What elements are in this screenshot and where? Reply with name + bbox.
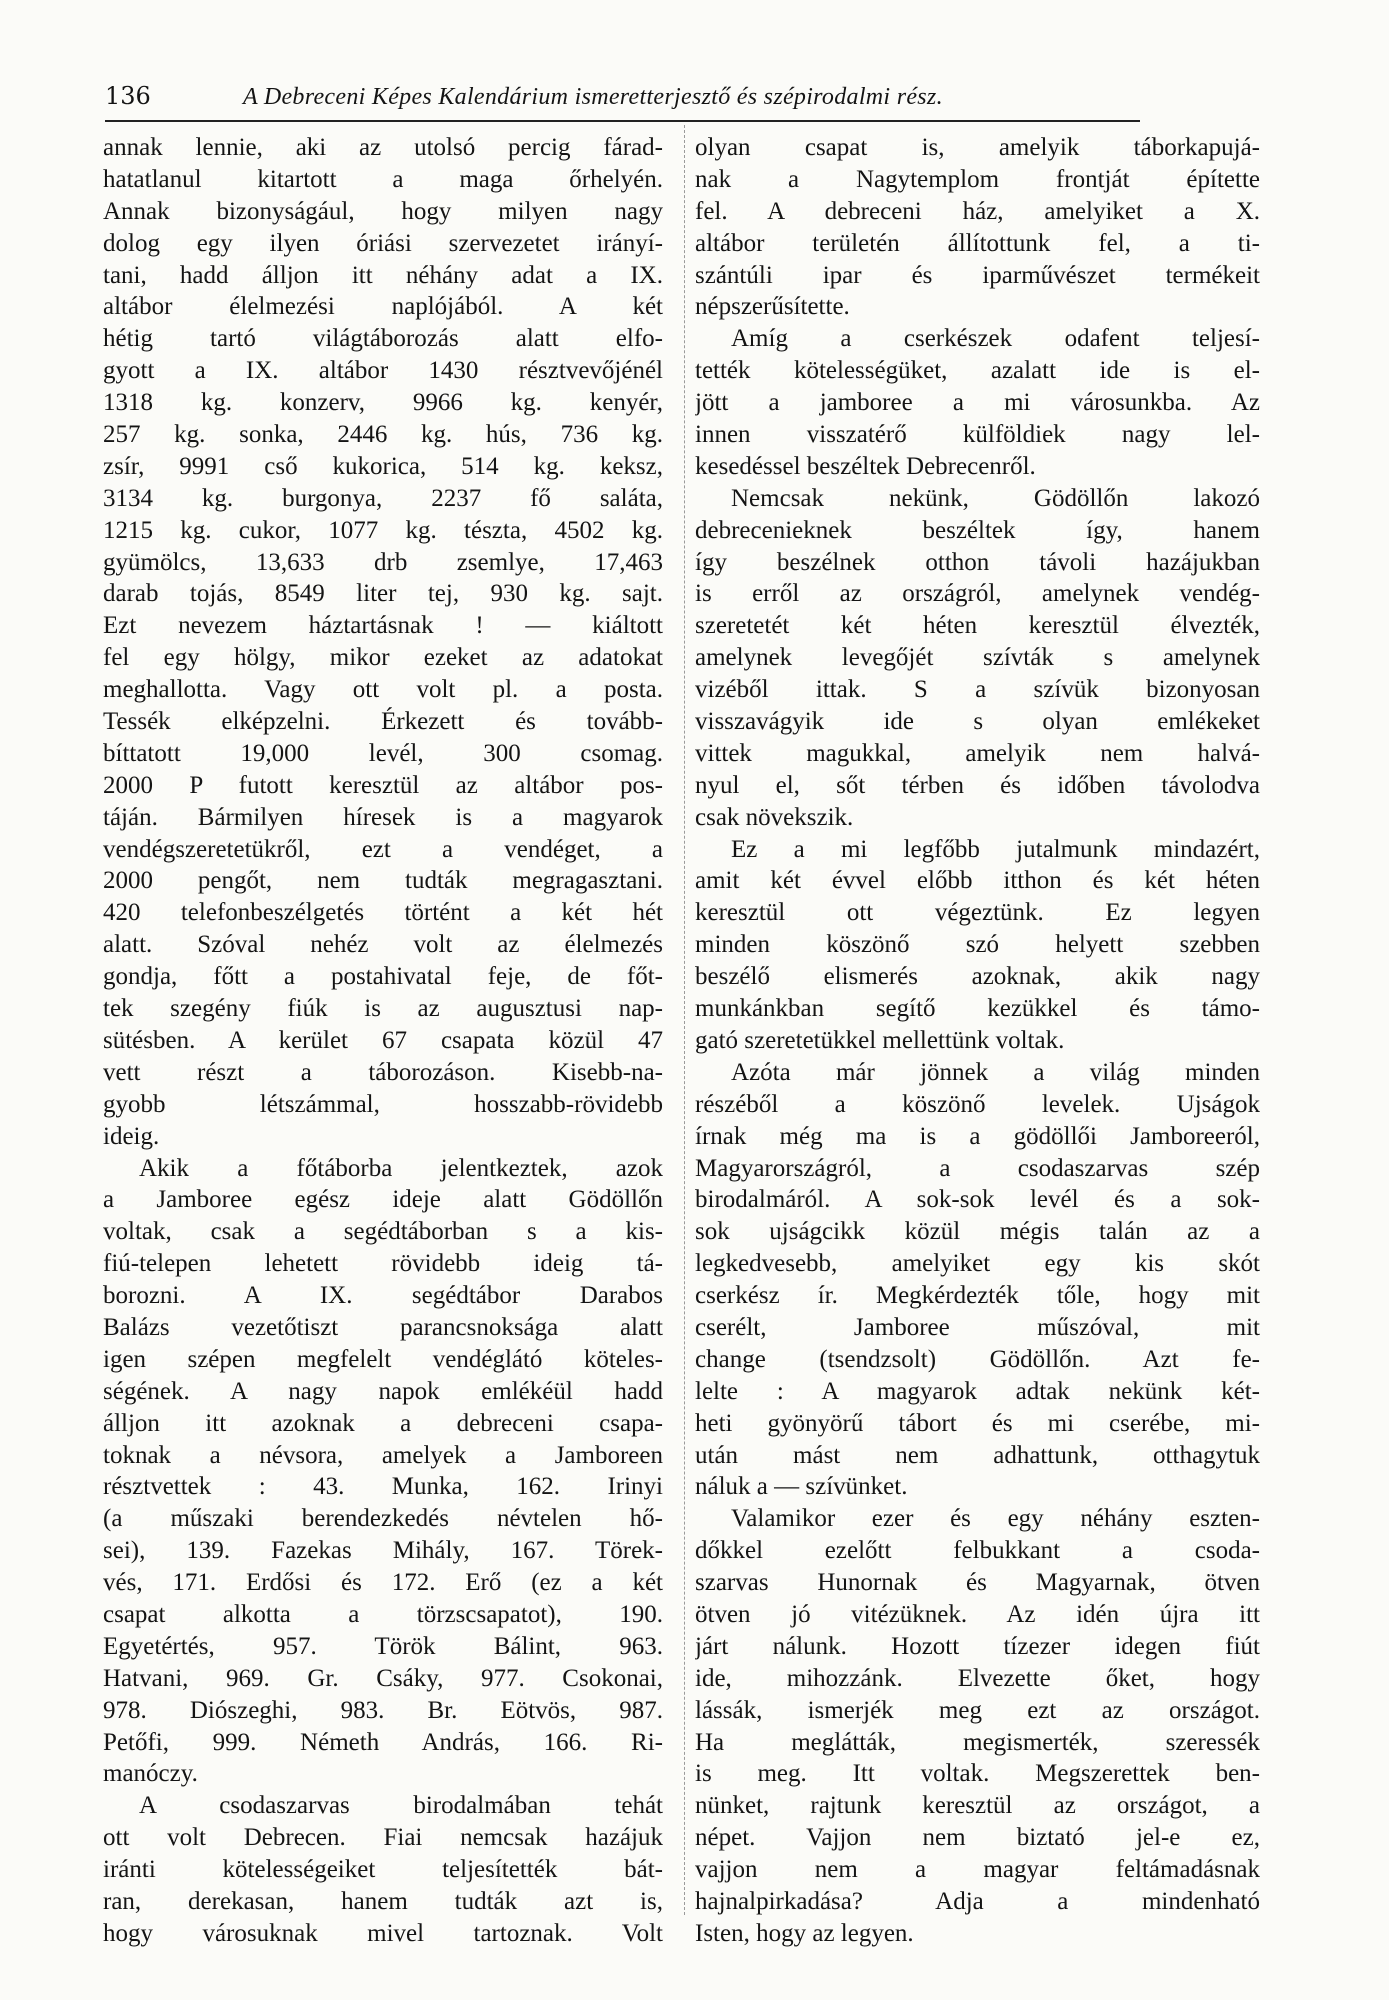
text-line: visszavágyik ide s olyan emlékeket xyxy=(695,708,1260,736)
text-line: csak növekszik. xyxy=(695,803,854,831)
text-line: heti gyönyörű tábort és mi cserébe, mi- xyxy=(695,1409,1260,1437)
text-line: vittek magukkal, amelyik nem halvá- xyxy=(695,739,1260,767)
text-line: 420 telefonbeszélgetés történt a két hét xyxy=(103,899,663,927)
text-line: csapat alkotta a törzscsapatot), 190. xyxy=(103,1600,663,1628)
text-line: gyobb létszámmal, hosszabb-rövidebb xyxy=(103,1090,663,1118)
text-line: Azóta már jönnek a világ minden xyxy=(731,1058,1260,1086)
text-line: minden köszönő szó helyett szebben xyxy=(695,931,1260,959)
text-line: Ez a mi legfőbb jutalmunk mindazért, xyxy=(731,835,1260,863)
running-header xyxy=(105,80,1140,122)
text-line: sütésben. A kerület 67 csapata közül 47 xyxy=(103,1026,663,1054)
text-line: 257 kg. sonka, 2446 kg. hús, 736 kg. xyxy=(103,421,663,449)
text-line: Nemcsak nekünk, Gödöllőn lakozó xyxy=(731,484,1260,512)
text-line: igen szépen megfelelt vendéglátó köteles- xyxy=(103,1345,663,1373)
text-line: Annak bizonyságául, hogy milyen nagy xyxy=(103,197,663,225)
text-line: náluk a — szívünket. xyxy=(695,1473,908,1501)
text-line: vajjon nem a magyar feltámadásnak xyxy=(695,1856,1260,1884)
text-line: kesedéssel beszéltek Debrecenről. xyxy=(695,452,1036,480)
text-line: sei), 139. Fazekas Mihály, 167. Törek- xyxy=(103,1537,663,1565)
text-line: hatatlanul kitartott a maga őrhelyén. xyxy=(103,165,663,193)
text-line: vés, 171. Erdősi és 172. Erő (ez a két xyxy=(103,1569,663,1597)
text-line: vett részt a táborozáson. Kisebb-na- xyxy=(103,1058,663,1086)
right-text-column xyxy=(695,132,1260,1950)
text-line: vendégszeretetükről, ezt a vendéget, a xyxy=(103,835,663,863)
text-line: álljon itt azoknak a debreceni csapa- xyxy=(103,1409,663,1437)
text-line: (a műszaki berendezkedés névtelen hő- xyxy=(103,1505,663,1533)
text-line: nak a Nagytemplom frontját építette xyxy=(695,165,1260,193)
text-line: 1215 kg. cukor, 1077 kg. tészta, 4502 kg. xyxy=(103,516,663,544)
text-line: manóczy. xyxy=(103,1760,198,1788)
text-line: meghallotta. Vagy ott volt pl. a posta. xyxy=(103,676,663,704)
text-line: hajnalpirkadása? Adja a mindenható xyxy=(695,1887,1260,1915)
text-line: debrecenieknek beszéltek így, hanem xyxy=(695,516,1260,544)
text-line: voltak, csak a segédtáborban s a kis- xyxy=(103,1218,663,1246)
text-line: népet. Vajjon nem biztató jel-e ez, xyxy=(695,1824,1260,1852)
text-line: darab tojás, 8549 liter tej, 930 kg. sajt. xyxy=(103,580,663,608)
text-line: altábor élelmezési naplójából. A két xyxy=(103,293,663,321)
text-line: A csodaszarvas birodalmában tehát xyxy=(139,1792,663,1820)
text-line: ségének. A nagy napok emlékéül hadd xyxy=(103,1377,663,1405)
text-line: nünket, rajtunk keresztül az országot, a xyxy=(695,1792,1260,1820)
text-line: zsír, 9991 cső kukorica, 514 kg. keksz, xyxy=(103,452,663,480)
text-line: keresztül ott végeztünk. Ez legyen xyxy=(695,899,1260,927)
text-line: is meg. Itt voltak. Megszerettek ben- xyxy=(695,1760,1260,1788)
text-line: Egyetértés, 957. Török Bálint, 963. xyxy=(103,1632,663,1660)
text-line: cserkész ír. Megkérdezték tőle, hogy mit xyxy=(695,1282,1260,1310)
text-line: Akik a főtáborba jelentkeztek, azok xyxy=(139,1154,663,1182)
text-line: alatt. Szóval nehéz volt az élelmezés xyxy=(103,931,663,959)
text-line: lelte : A magyarok adtak nekünk két- xyxy=(695,1377,1260,1405)
text-line: Hatvani, 969. Gr. Csáky, 977. Csokonai, xyxy=(103,1664,663,1692)
text-line: Amíg a cserkészek odafent teljesí- xyxy=(731,325,1260,353)
column-divider xyxy=(684,125,685,1915)
text-line: gyott a IX. altábor 1430 résztvevőjénél xyxy=(103,357,663,385)
text-line: fel. A debreceni ház, amelyiket a X. xyxy=(695,197,1260,225)
text-line: Ha meglátták, megismerték, szeressék xyxy=(695,1728,1260,1756)
text-line: ideig. xyxy=(103,1122,160,1150)
text-line: a Jamboree egész ideje alatt Gödöllőn xyxy=(103,1186,663,1214)
text-line: beszélő elismerés azoknak, akik nagy xyxy=(695,963,1260,991)
text-line: gató szeretetükkel mellettünk voltak. xyxy=(695,1026,1065,1054)
text-line: nyul el, sőt térben és időben távolodva xyxy=(695,771,1260,799)
text-line: ötven jó vitézüknek. Az idén újra itt xyxy=(695,1600,1260,1628)
text-line: sok ujságcikk közül mégis talán az a xyxy=(695,1218,1260,1246)
text-line: ide, mihozzánk. Elvezette őket, hogy xyxy=(695,1664,1260,1692)
text-line: Magyarországról, a csodaszarvas szép xyxy=(695,1154,1260,1182)
text-line: táján. Bármilyen híresek is a magyarok xyxy=(103,803,663,831)
text-line: hétig tartó világtáborozás alatt elfo- xyxy=(103,325,663,353)
text-line: change (tsendzsolt) Gödöllőn. Azt fe- xyxy=(695,1345,1260,1373)
text-line: gyümölcs, 13,633 drb zsemlye, 17,463 xyxy=(103,548,663,576)
text-line: Ezt nevezem háztartásnak ! — kiáltott xyxy=(103,612,663,640)
text-line: tek szegény fiúk is az augusztusi nap- xyxy=(103,995,663,1023)
text-line: Valamikor ezer és egy néhány eszten- xyxy=(731,1505,1260,1533)
text-line: iránti kötelességeiket teljesítették bát- xyxy=(103,1856,663,1884)
text-line: cserélt, Jamboree műszóval, mit xyxy=(695,1313,1260,1341)
text-line: Petőfi, 999. Németh András, 166. Ri- xyxy=(103,1728,663,1756)
running-title: A Debreceni Képes Kalendárium ismeretterjesztő és szépirodalmi rész. xyxy=(243,84,943,110)
text-line: tani, hadd álljon itt néhány adat a IX. xyxy=(103,261,663,289)
text-line: 978. Diószeghi, 983. Br. Eötvös, 987. xyxy=(103,1696,663,1724)
text-line: dolog egy ilyen óriási szervezetet irányí- xyxy=(103,229,663,257)
text-line: Tessék elképzelni. Érkezett és tovább- xyxy=(103,708,663,736)
text-line: 3134 kg. burgonya, 2237 fő saláta, xyxy=(103,484,663,512)
text-line: innen visszatérő külföldiek nagy lel- xyxy=(695,421,1260,449)
text-line: amelynek levegőjét szívták s amelynek xyxy=(695,644,1260,672)
text-line: után mást nem adhattunk, otthagytuk xyxy=(695,1441,1260,1469)
text-line: népszerűsítette. xyxy=(695,293,850,321)
text-line: így beszélnek otthon távoli hazájukban xyxy=(695,548,1260,576)
text-line: munkánkban segítő kezükkel és támo- xyxy=(695,995,1260,1023)
text-line: tették kötelességüket, azalatt ide is el- xyxy=(695,357,1260,385)
text-line: altábor területén állítottunk fel, a ti- xyxy=(695,229,1260,257)
text-line: fiú-telepen lehetett rövidebb ideig tá- xyxy=(103,1250,663,1278)
text-line: 2000 P futott keresztül az altábor pos- xyxy=(103,771,663,799)
text-line: 2000 pengőt, nem tudták megragasztani. xyxy=(103,867,663,895)
text-line: járt nálunk. Hozott tízezer idegen fiút xyxy=(695,1632,1260,1660)
text-line: Balázs vezetőtiszt parancsnoksága alatt xyxy=(103,1313,663,1341)
text-line: szarvas Hunornak és Magyarnak, ötven xyxy=(695,1569,1260,1597)
text-line: borozni. A IX. segédtábor Darabos xyxy=(103,1282,663,1310)
text-line: ran, derekasan, hanem tudták azt is, xyxy=(103,1887,663,1915)
text-line: írnak még ma is a gödöllői Jamboreeról, xyxy=(695,1122,1260,1150)
text-line: hogy városuknak mivel tartoznak. Volt xyxy=(103,1919,663,1947)
text-line: legkedvesebb, amelyiket egy kis skót xyxy=(695,1250,1260,1278)
text-line: 1318 kg. konzerv, 9966 kg. kenyér, xyxy=(103,389,663,417)
text-line: bíttatott 19,000 levél, 300 csomag. xyxy=(103,739,663,767)
text-line: fel egy hölgy, mikor ezeket az adatokat xyxy=(103,644,663,672)
text-line: szeretetét két héten keresztül élvezték, xyxy=(695,612,1260,640)
text-line: dőkkel ezelőtt felbukkant a csoda- xyxy=(695,1537,1260,1565)
text-line: résztvettek : 43. Munka, 162. Irinyi xyxy=(103,1473,663,1501)
text-line: jött a jamboree a mi városunkba. Az xyxy=(695,389,1260,417)
text-line: részéből a köszönő levelek. Ujságok xyxy=(695,1090,1260,1118)
text-line: olyan csapat is, amelyik táborkapujá- xyxy=(695,134,1260,161)
page-number: 136 xyxy=(105,82,151,110)
text-line: szántúli ipar és iparművészet termékeit xyxy=(695,261,1260,289)
text-line: toknak a névsora, amelyek a Jamboreen xyxy=(103,1441,663,1469)
text-line: is erről az országról, amelynek vendég- xyxy=(695,580,1260,608)
text-line: ott volt Debrecen. Fiai nemcsak hazájuk xyxy=(103,1824,663,1852)
left-text-column xyxy=(103,132,663,1950)
text-line: gondja, főtt a postahivatal feje, de főt- xyxy=(103,963,663,991)
text-line: amit két évvel előbb itthon és két héten xyxy=(695,867,1260,895)
text-line: lássák, ismerjék meg ezt az országot. xyxy=(695,1696,1260,1724)
text-line: vizéből ittak. S a szívük bizonyosan xyxy=(695,676,1260,704)
text-line: Isten, hogy az legyen. xyxy=(695,1919,914,1947)
text-line: birodalmáról. A sok-sok levél és a sok- xyxy=(695,1186,1260,1214)
text-line: annak lennie, aki az utolsó percig fárad- xyxy=(103,134,663,161)
